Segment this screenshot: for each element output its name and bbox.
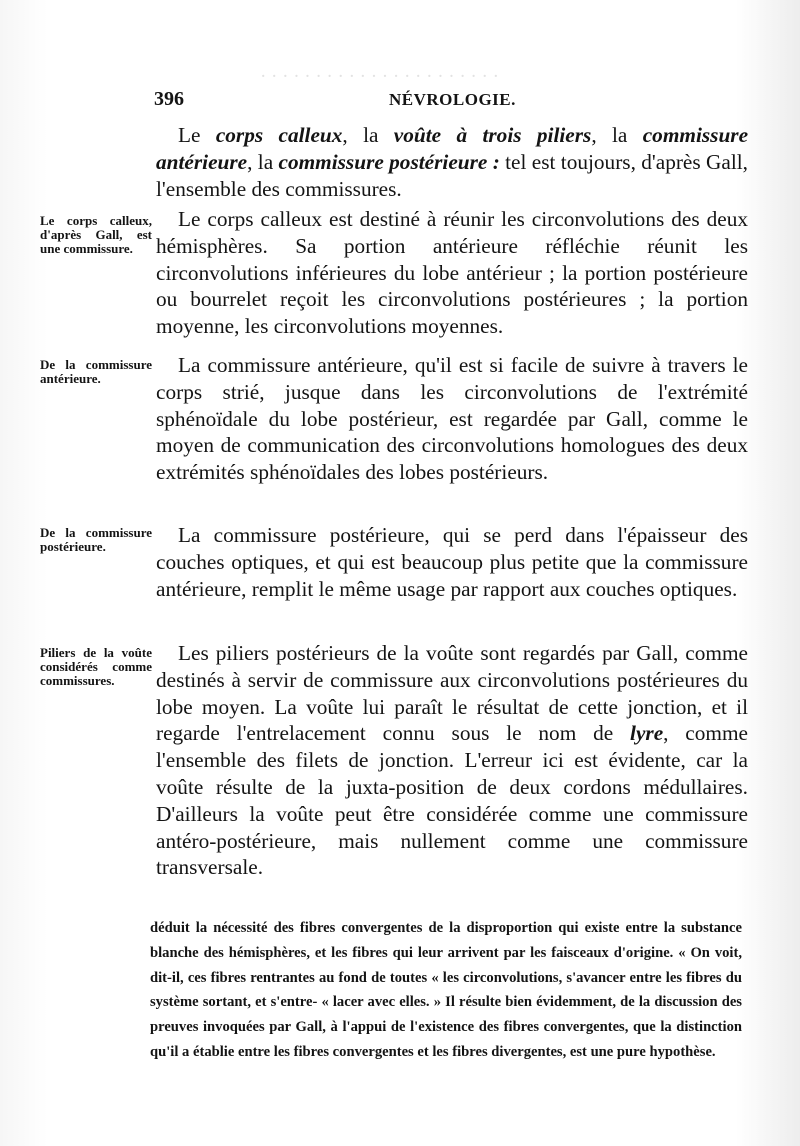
term-voute: voûte à trois piliers: [393, 123, 592, 147]
margin-note-corps-calleux: Le corps calleux, d'après Gall, est une commissure.: [40, 213, 152, 256]
bleed-through-decoration: · · · · · · · · · · · · · · · · · · · · · ·: [260, 66, 499, 87]
margin-note-commissure-anterieure: De la commissure antérieure.: [40, 357, 152, 386]
running-head: [154, 88, 744, 112]
paragraph-commissures-intro: Le corps calleux, la voûte à trois piliers, la commissure antérieure, la commissure postérieure : tel est toujours, d'après Gall, l'ensemble des commissures.: [156, 123, 749, 201]
paragraph-corps-calleux: Le corps calleux est destiné à réunir les circonvolutions des deux hémisphères. Sa portion antérieure réfléchie réunit les circonvolutions inférieures du lobe antérieur ; la portion postérieure ou bourrelet reçoit les circonvolutions postérieures ; la portion moyenne, les circonvolutions moyennes.: [156, 207, 748, 339]
term-commissure-anterieure: commissure antérieure: [156, 123, 749, 174]
term-corps-calleux: corps calleux: [215, 123, 343, 147]
term-lyre: lyre: [630, 721, 664, 746]
margin-note-commissure-posterieure: De la commissure postérieure.: [40, 525, 152, 554]
margin-note-piliers-voute: Piliers de la voûte considérés comme commissures.: [40, 645, 152, 688]
paragraph-piliers-voute: Les piliers postérieurs de la voûte sont regardés par Gall, comme destinés à servir de commissure aux circonvolutions postérieures du lobe moyen. La voûte lui paraît le résultat de cette jonction, et il regarde l'entrelacement connu sous le nom de lyre, comme l'ensemble des filets de jonction. L'erreur ici est évidente, car la voûte résulte de la juxta-position de deux cordons médullaires. D'ailleurs la voûte peut être considérée comme une commissure antéro-postérieure, mais nullement comme une commissure transversale.: [156, 641, 748, 880]
paragraph-commissure-posterieure: La commissure postérieure, qui se perd dans l'épaisseur des couches optiques, et qui est beaucoup plus petite que la commissure antérieure, remplit le même usage par rapport aux couches optiques.: [156, 523, 748, 601]
paragraph-commissure-anterieure: La commissure antérieure, qu'il est si facile de suivre à travers le corps strié, jusque dans les circonvolutions de l'extrémité sphénoïdale du lobe postérieur, est regardée par Gall, comme le moyen de communication des circonvolutions homologues des deux extrémités sphénoïdales des lobes postérieurs.: [156, 353, 748, 485]
page-number: 396: [154, 88, 184, 110]
running-title: NÉVROLOGIE.: [389, 90, 516, 109]
term-commissure-posterieure: commissure postérieure :: [278, 149, 500, 174]
footnote: déduit la nécessité des fibres convergentes de la disproportion qui existe entre la substance blanche des hémisphères, et les fibres qui leur arrivent par les faisceaux d'origine. « On voit, dit-il, ces fibres rentrantes au fond de toutes « les circonvolutions, s'avancer entre les fibres du système sortant, et s'entre- « lacer avec elles. » Il résulte bien évidemment, de la discussion des preuves invoquées par Gall, à l'appui de l'existence des fibres convergentes, que la distinction qu'il a établie entre les fibres convergentes et les fibres divergentes, est une pure hypothèse.: [150, 920, 742, 1060]
